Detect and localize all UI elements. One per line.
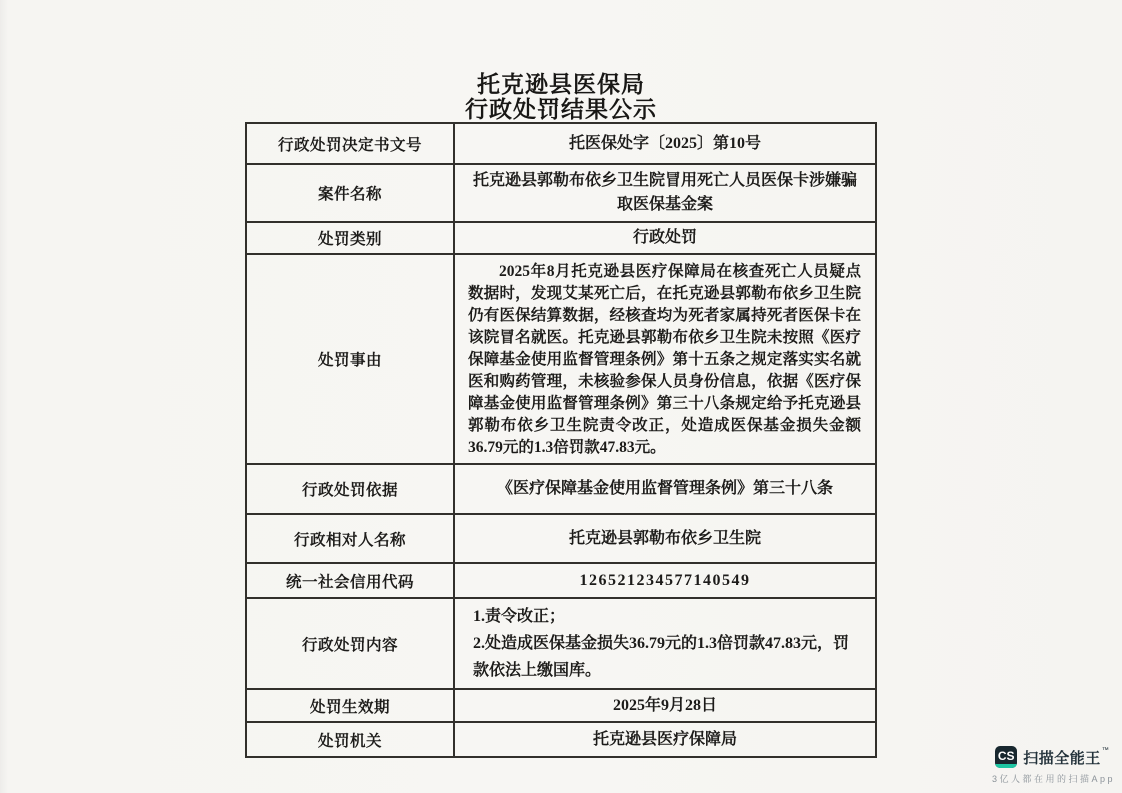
document-title-line1: 托克逊县医保局 — [477, 72, 645, 97]
penalty-content-line2: 2.处造成医保基金损失36.79元的1.3倍罚款47.83元，罚款依法上缴国库。 — [473, 635, 850, 679]
table-row-penalty-content — [246, 598, 876, 689]
row-value: 托医保处字〔2025〕第10号 — [454, 123, 876, 164]
camscanner-logo-letters: CS — [997, 748, 1015, 763]
camscanner-logo-row — [992, 746, 1112, 768]
table-row-penalty-category — [246, 222, 876, 254]
document-title — [245, 72, 877, 122]
row-value — [454, 254, 876, 464]
penalty-reason-paragraph: 2025年8月托克逊县医疗保障局在核查死亡人员疑点数据时，发现艾某死亡后，在托克逊县郭勒布依乡卫生院仍有医保结算数据，经核查均为死者家属持死者医保卡在该院冒名就医。托克逊县郭勒布依乡卫生院未按照《医疗保障基金使用监督管理条例》第十五条之规定落实实名就医和购药管理，未核验参保人员身份信息，依据《医疗保障基金使用监督管理条例》第三十八条规定给予托克逊县郭勒布依乡卫生院责令改正，处造成医保基金损失金额36.79元的1.3倍罚款47.83元。 — [468, 263, 861, 456]
row-label: 处罚机关 — [246, 722, 454, 757]
row-label: 统一社会信用代码 — [246, 563, 454, 598]
row-label: 处罚事由 — [246, 254, 454, 464]
row-value: 2025年9月28日 — [454, 689, 876, 722]
camscanner-logo-accent-bar — [995, 764, 1017, 768]
table-row-credit-code — [246, 563, 876, 598]
table-row-effective-date — [246, 689, 876, 722]
row-value: 托克逊县郭勒布依乡卫生院冒用死亡人员医保卡涉嫌骗取医保基金案 — [454, 164, 876, 222]
row-label: 处罚生效期 — [246, 689, 454, 722]
penalty-result-table — [245, 122, 877, 758]
trademark-symbol: ™ — [1101, 747, 1109, 754]
row-value — [454, 598, 876, 689]
table-row-penalty-authority — [246, 722, 876, 757]
camscanner-tagline: 3亿人都在用的扫描App — [992, 774, 1116, 784]
row-value: 行政处罚 — [454, 222, 876, 254]
row-label: 行政处罚决定书文号 — [246, 123, 454, 164]
table-row-party-name — [246, 514, 876, 563]
camscanner-logo-icon — [995, 746, 1017, 768]
table-row-decision-number — [246, 123, 876, 164]
row-value: 126521234577140549 — [454, 563, 876, 598]
row-label: 案件名称 — [246, 164, 454, 222]
row-label: 行政处罚依据 — [246, 464, 454, 514]
row-label: 行政处罚内容 — [246, 598, 454, 689]
table-row-penalty-reason — [246, 254, 876, 464]
table-row-case-name — [246, 164, 876, 222]
camscanner-watermark — [992, 746, 1116, 785]
row-label: 处罚类别 — [246, 222, 454, 254]
table-row-penalty-basis — [246, 464, 876, 514]
row-value: 托克逊县郭勒布依乡卫生院 — [454, 514, 876, 563]
penalty-content-line1: 1.责令改正； — [473, 608, 566, 625]
document-title-line2: 行政处罚结果公示 — [465, 97, 657, 122]
camscanner-app-name: 扫描全能王 — [1023, 749, 1101, 767]
row-value: 托克逊县医疗保障局 — [454, 722, 876, 757]
row-label: 行政相对人名称 — [246, 514, 454, 563]
row-value: 《医疗保障基金使用监督管理条例》第三十八条 — [454, 464, 876, 514]
